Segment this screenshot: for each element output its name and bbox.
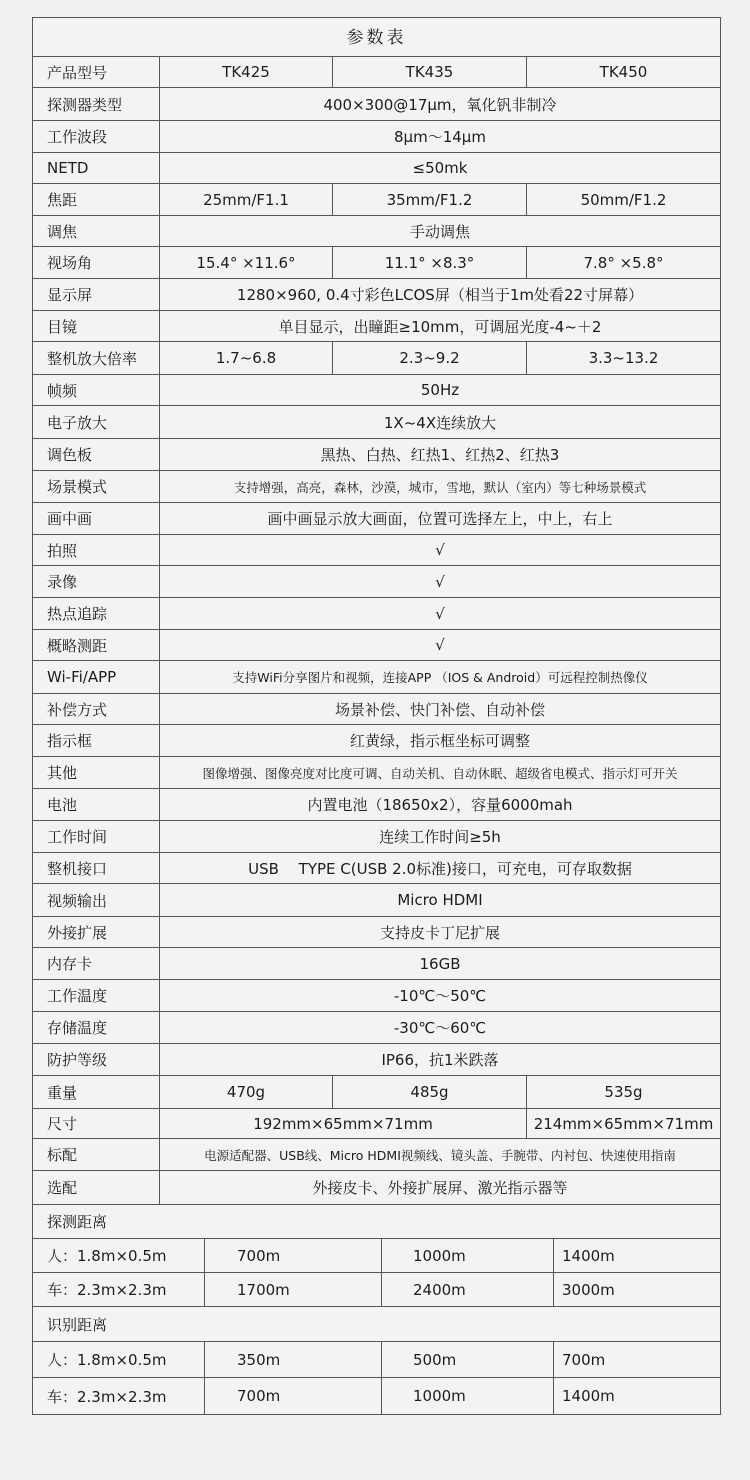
row-value: 连续工作时间≥5h (379, 828, 501, 846)
row-value: TK435 (333, 57, 527, 87)
row-label: 选配 (33, 1171, 160, 1204)
row-label: 场景模式 (33, 471, 160, 502)
row-label: 标配 (33, 1139, 160, 1170)
distance-row (33, 1239, 720, 1273)
table-row (33, 630, 720, 661)
row-value: √ (435, 636, 445, 654)
distance-value: 1700m (205, 1273, 382, 1306)
row-label: 探测器类型 (33, 88, 160, 120)
row-label: 概略测距 (33, 630, 160, 660)
table-row (33, 279, 720, 311)
distance-value: 3000m (562, 1280, 615, 1299)
row-value: 外接皮卡、外接扩展屏、激光指示器等 (312, 1179, 568, 1197)
row-value: 支持皮卡丁尼扩展 (379, 923, 500, 942)
distance-value: 700m (562, 1350, 606, 1369)
distance-value: 700m (205, 1239, 382, 1272)
row-value: 2.3~9.2 (333, 342, 527, 374)
row-value: 场景补偿、快门补偿、自动补偿 (334, 700, 545, 719)
target-label: 人：1.8m×0.5m (33, 1342, 205, 1377)
row-value: 黑热、白热、红热1、红热2、红热3 (320, 446, 560, 464)
distance-value: 1400m (562, 1246, 615, 1265)
target-label: 车：2.3m×2.3m (33, 1273, 205, 1306)
row-label: 录像 (33, 566, 160, 597)
distance-row (33, 1378, 720, 1415)
row-label: 电池 (33, 789, 160, 820)
table-row (33, 757, 720, 789)
distance-value: 2400m (382, 1273, 554, 1306)
row-label: 产品型号 (33, 57, 160, 87)
row-value: 8μm～14μm (394, 128, 486, 146)
row-value: 红黄绿，指示框坐标可调整 (349, 732, 530, 750)
row-label: Wi-Fi/APP (33, 661, 160, 693)
spec-rows (33, 57, 720, 1205)
table-row (33, 342, 720, 375)
row-value: 画中画显示放大画面，位置可选择左上，中上，右上 (267, 510, 613, 528)
table-title: 参数表 (33, 18, 720, 57)
row-value: 214mm×65mm×71mm (533, 1114, 714, 1133)
row-label: 工作时间 (33, 821, 160, 852)
row-value: IP66，抗1米跌落 (381, 1051, 499, 1069)
table-row (33, 821, 720, 853)
recognition-heading: 识别距离 (33, 1307, 720, 1342)
row-label: 整机放大倍率 (33, 342, 160, 374)
row-label: 热点追踪 (33, 598, 160, 629)
row-value: 图像增强、图像亮度对比度可调、自动关机、自动休眠、超级省电模式、指示灯可开关 (202, 765, 678, 781)
row-value: 手动调焦 (409, 222, 470, 241)
row-value: 单目显示，出瞳距≥10mm，可调屈光度-4~＋2 (278, 317, 602, 336)
table-row (33, 853, 720, 884)
table-row (33, 121, 720, 153)
row-label: 帧频 (33, 375, 160, 405)
table-row (33, 375, 720, 406)
distance-value: 1000m (382, 1239, 554, 1272)
row-label: 内存卡 (33, 948, 160, 979)
row-value: 16GB (419, 954, 461, 973)
spec-table (32, 17, 721, 1415)
row-value: ≤50mk (412, 159, 468, 177)
detection-rows (33, 1239, 720, 1307)
distance-value: 700m (205, 1378, 382, 1414)
table-row (33, 471, 720, 503)
row-label: 指示框 (33, 725, 160, 756)
distance-value: 1400m (562, 1387, 615, 1405)
table-row (33, 216, 720, 247)
row-value: √ (435, 604, 445, 623)
table-row (33, 153, 720, 184)
row-label: 拍照 (33, 535, 160, 565)
table-row (33, 566, 720, 598)
row-label: 工作温度 (33, 980, 160, 1011)
row-value: TK425 (160, 57, 333, 87)
row-label: 存储温度 (33, 1012, 160, 1043)
row-value: 192mm×65mm×71mm (160, 1109, 527, 1138)
table-row (33, 980, 720, 1012)
row-label: NETD (33, 153, 160, 183)
row-label: 目镜 (33, 311, 160, 341)
table-row (33, 247, 720, 279)
table-row (33, 184, 720, 216)
distance-row (33, 1342, 720, 1378)
row-label: 补偿方式 (33, 694, 160, 724)
row-label: 工作波段 (33, 121, 160, 152)
row-value: 25mm/F1.1 (160, 184, 333, 215)
table-row (33, 1139, 720, 1171)
row-value: 11.1° ×8.3° (333, 247, 527, 278)
row-label: 其他 (33, 757, 160, 788)
table-row (33, 535, 720, 566)
row-value: 50mm/F1.2 (580, 190, 667, 209)
table-row (33, 1012, 720, 1044)
row-value: 15.4° ×11.6° (160, 247, 333, 278)
row-label: 调色板 (33, 439, 160, 470)
row-value: 485g (333, 1076, 527, 1108)
row-value: 35mm/F1.2 (333, 184, 527, 215)
table-row (33, 1044, 720, 1076)
table-row (33, 503, 720, 535)
row-value: -30℃～60℃ (393, 1019, 487, 1037)
row-label: 显示屏 (33, 279, 160, 310)
row-value: 3.3~13.2 (588, 349, 659, 367)
distance-value: 1000m (382, 1378, 554, 1414)
table-row (33, 311, 720, 342)
recognition-rows (33, 1342, 720, 1415)
row-value: 1.7~6.8 (160, 342, 333, 374)
row-value: 1X~4X连续放大 (383, 413, 497, 432)
table-row (33, 661, 720, 694)
row-value: 支持WiFi分享图片和视频，连接APP （IOS & Android）可远程控制热像仪 (232, 670, 648, 685)
row-label: 视场角 (33, 247, 160, 278)
row-value: 内置电池（18650x2），容量6000mah (307, 796, 573, 814)
table-row (33, 57, 720, 88)
row-value: USB TYPE C(USB 2.0标准)接口，可充电，可存取数据 (248, 859, 632, 878)
row-label: 防护等级 (33, 1044, 160, 1075)
table-row (33, 884, 720, 917)
table-row (33, 1109, 720, 1139)
row-value: 7.8° ×5.8° (583, 253, 664, 272)
detection-heading: 探测距离 (33, 1205, 720, 1239)
target-label: 人：1.8m×0.5m (33, 1239, 205, 1272)
table-row (33, 406, 720, 439)
row-value: Micro HDMI (397, 891, 483, 909)
table-row (33, 725, 720, 757)
row-value: 电源适配器、USB线、Micro HDMI视频线、镜头盖、手腕带、内衬包、快速使用指南 (204, 1147, 676, 1163)
table-row (33, 1076, 720, 1109)
row-label: 尺寸 (33, 1109, 160, 1138)
row-value: 1280×960, 0.4寸彩色LCOS屏（相当于1m处看22寸屏幕） (236, 286, 644, 304)
distance-value: 500m (382, 1342, 554, 1377)
row-value: -10℃～50℃ (393, 987, 487, 1005)
table-row (33, 917, 720, 948)
row-value: 支持增强，高亮，森林，沙漠，城市，雪地，默认（室内）等七种场景模式 (233, 479, 647, 495)
distance-value: 350m (205, 1342, 382, 1377)
table-row (33, 439, 720, 471)
row-value: 535g (604, 1083, 643, 1101)
table-row (33, 948, 720, 980)
row-value: TK450 (599, 63, 648, 81)
row-value: 50Hz (420, 381, 460, 399)
row-value: √ (435, 541, 445, 559)
table-row (33, 789, 720, 821)
row-label: 整机接口 (33, 853, 160, 883)
row-label: 画中画 (33, 503, 160, 534)
table-row (33, 598, 720, 630)
table-row (33, 694, 720, 725)
row-value: 400×300@17μm，氧化钒非制冷 (323, 95, 557, 114)
row-label: 焦距 (33, 184, 160, 215)
table-row (33, 88, 720, 121)
row-label: 重量 (33, 1076, 160, 1108)
row-label: 外接扩展 (33, 917, 160, 947)
target-label: 车：2.3m×2.3m (33, 1378, 205, 1414)
table-row (33, 1171, 720, 1205)
row-label: 调焦 (33, 216, 160, 246)
row-value: √ (435, 572, 445, 591)
row-label: 电子放大 (33, 406, 160, 438)
row-label: 视频输出 (33, 884, 160, 916)
row-value: 470g (160, 1076, 333, 1108)
distance-row (33, 1273, 720, 1307)
